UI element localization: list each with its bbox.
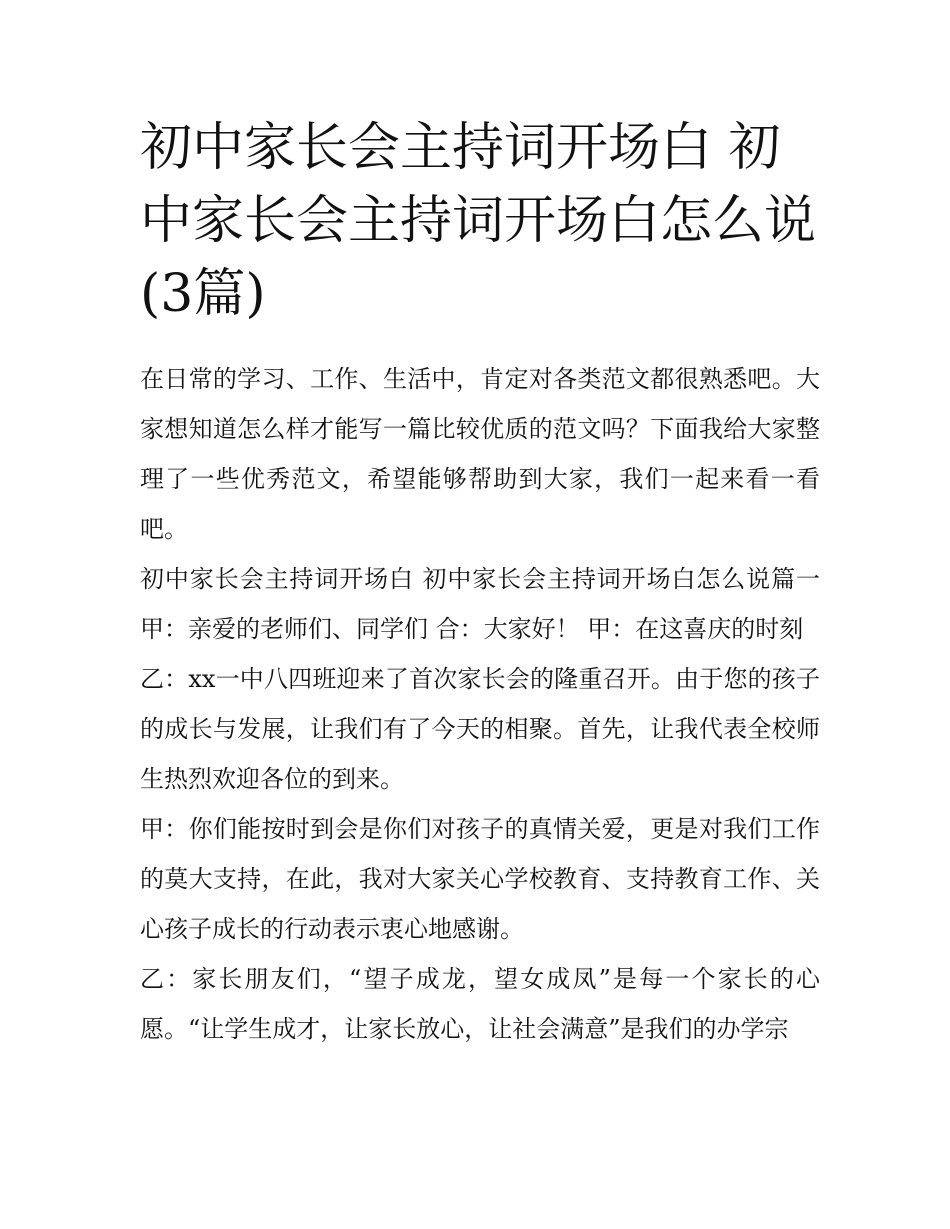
document-title: 初中家长会主持词开场白 初中家长会主持词开场白怎么说(3篇) bbox=[140, 118, 817, 324]
paragraph-opening: 初中家长会主持词开场白 初中家长会主持词开场白怎么说篇一 甲：亲爱的老师们、同学们 合：大家好！ 甲：在这喜庆的时刻 bbox=[140, 565, 820, 643]
paragraph-intro: 在日常的学习、工作、生活中，肯定对各类范文都很熟悉吧。大家想知道怎么样才能写一篇比较优质的范文吗？下面我给大家整理了一些优秀范文，希望能够帮助到大家，我们一起来看一看吧。 bbox=[140, 365, 820, 543]
paragraph-yi-welcome: 乙：xx一中八四班迎来了首次家长会的隆重召开。由于您的孩子的成长与发展，让我们有了今天的相聚。首先，让我代表全校师生热烈欢迎各位的到来。 bbox=[140, 665, 820, 793]
paragraph-jia-thanks: 甲：你们能按时到会是你们对孩子的真情关爱，更是对我们工作的莫大支持，在此，我对大家关心学校教育、支持教育工作、关心孩子成长的行动表示衷心地感谢。 bbox=[140, 815, 820, 943]
document-body bbox=[140, 354, 820, 1054]
paragraph-yi-wishes: 乙：家长朋友们，“望子成龙，望女成凤”是每一个家长的心愿。“让学生成才，让家长放心，让社会满意”是我们的办学宗 bbox=[140, 965, 820, 1043]
